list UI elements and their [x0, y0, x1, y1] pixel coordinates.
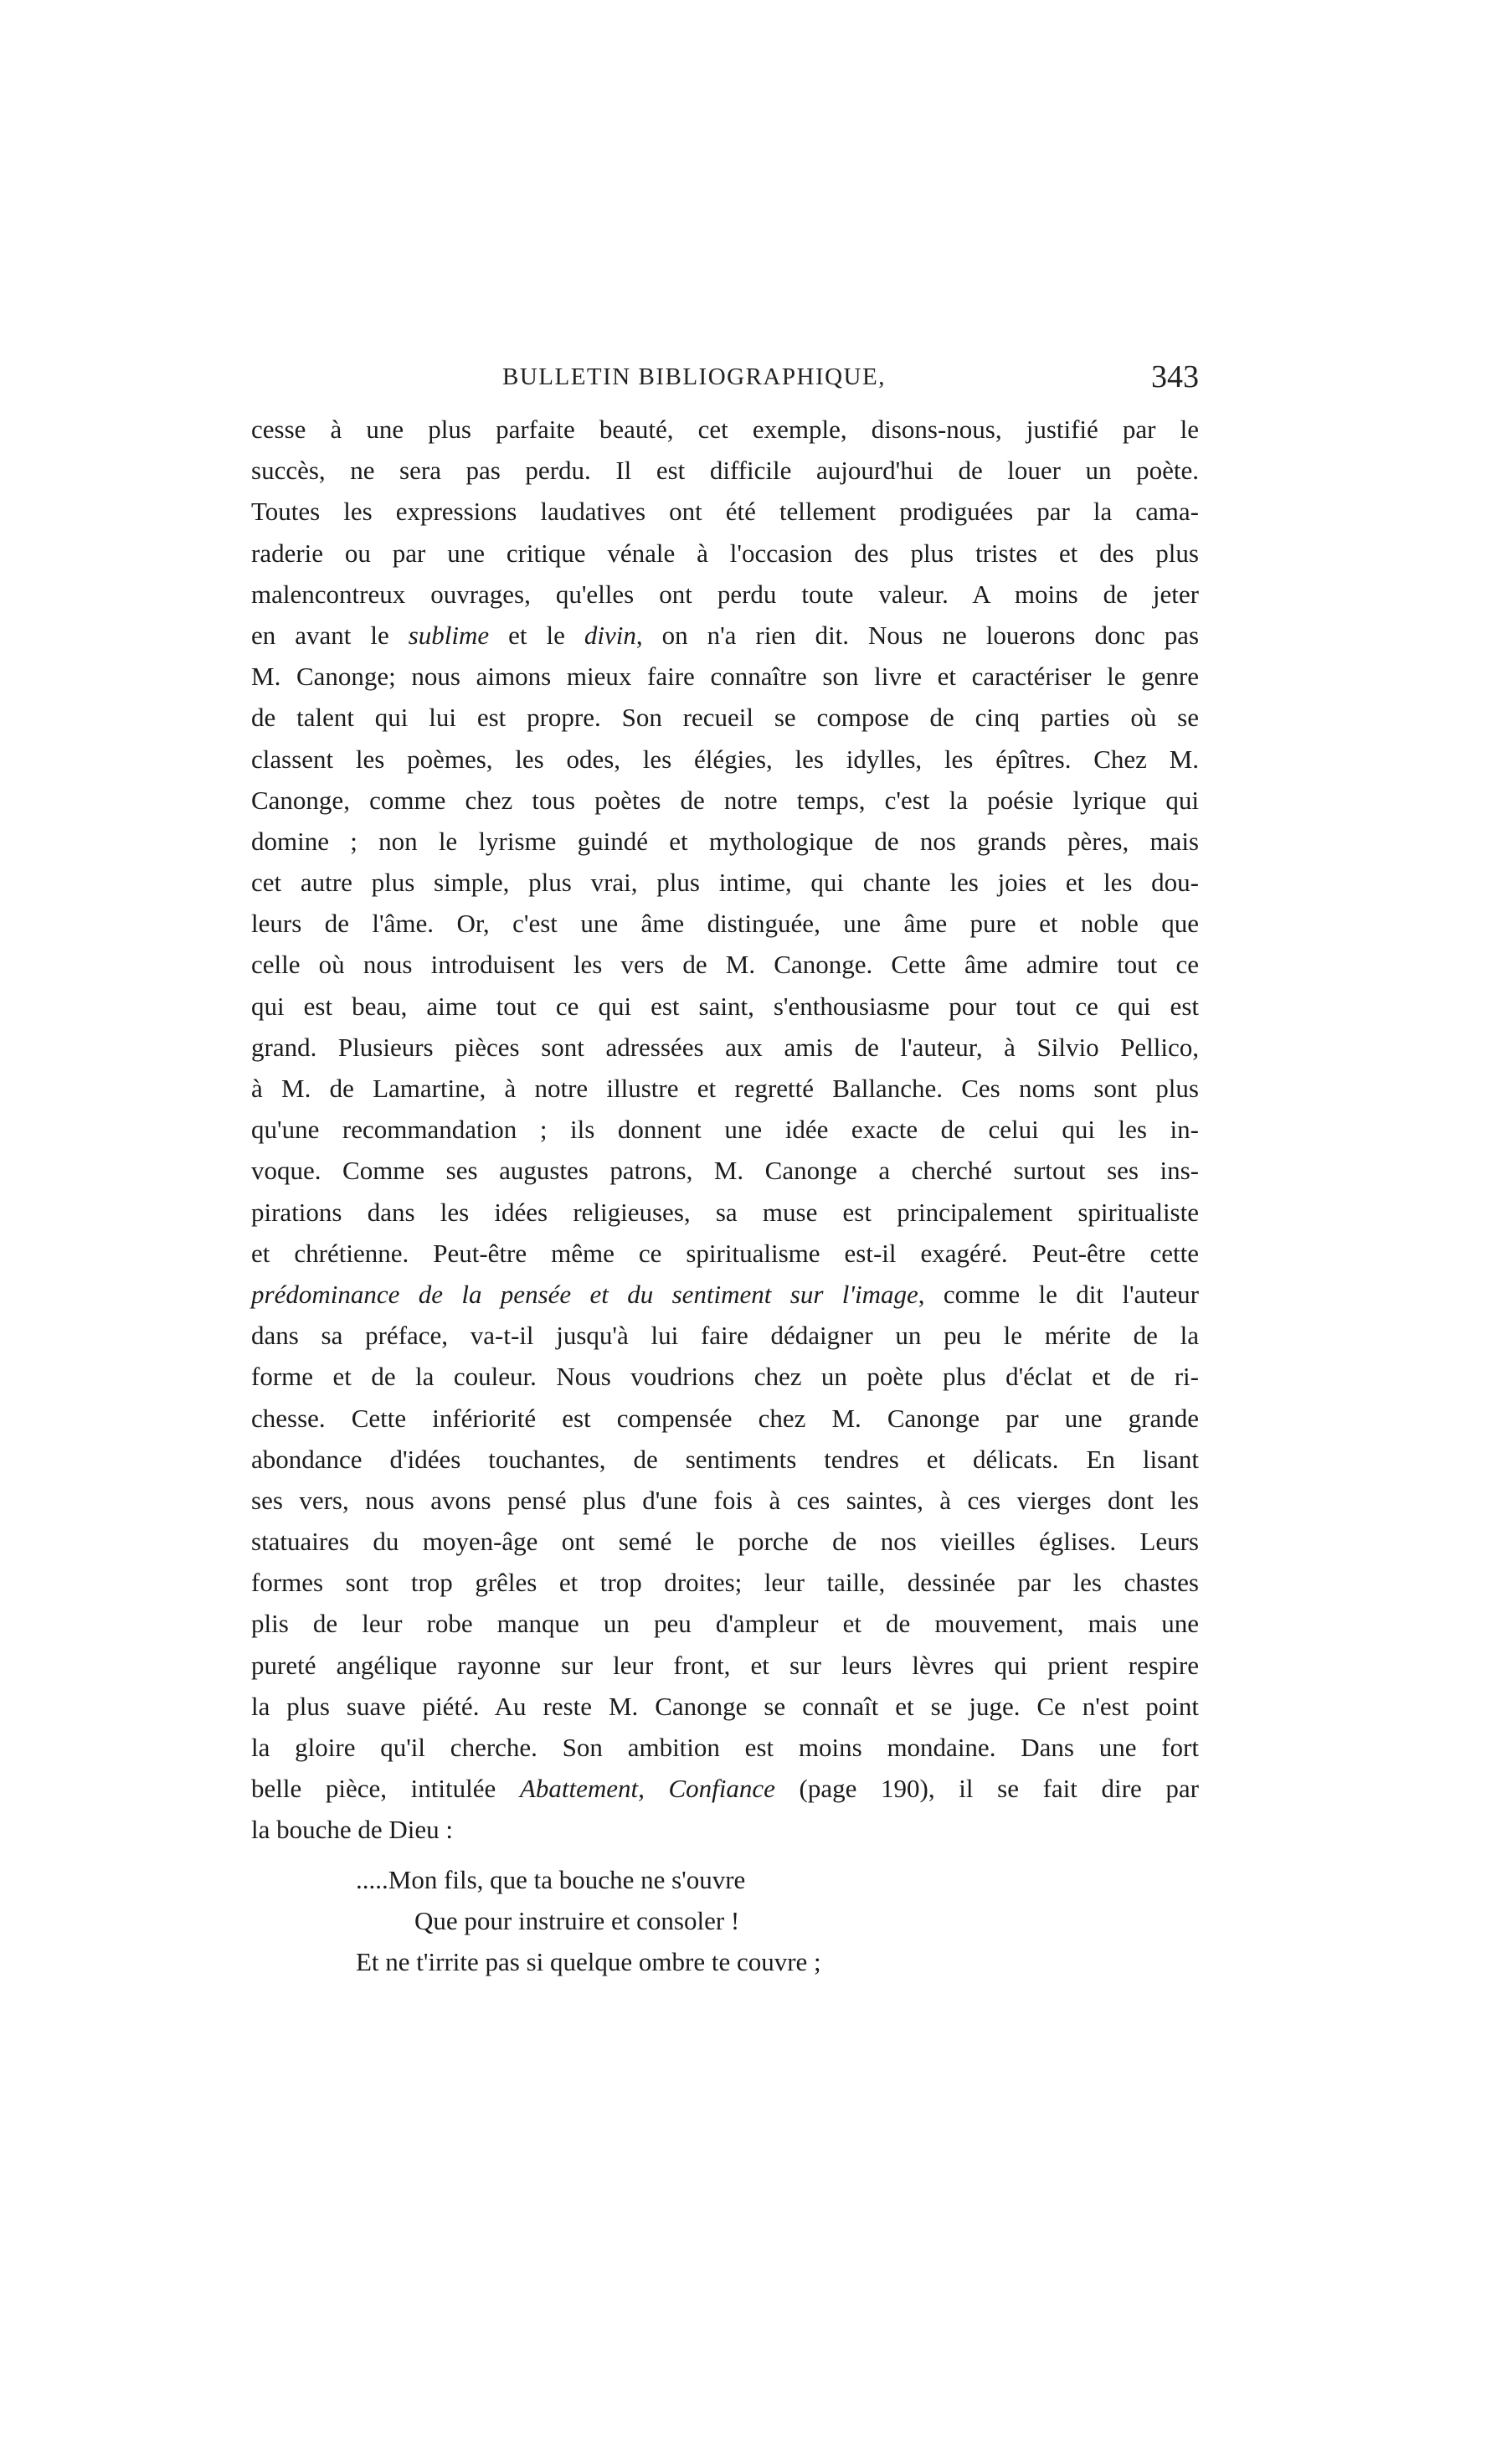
- text-line: leurs de l'âme. Or, c'est une âme distinguée, une âme pure et noble que: [251, 909, 1199, 939]
- text-run: belle pièce, intitulée: [251, 1774, 520, 1804]
- text-line: la plus suave piété. Au reste M. Canonge se connaît et se juge. Ce n'est point: [251, 1691, 1199, 1721]
- running-title: BULLETIN BIBLIOGRAPHIQUE,: [502, 363, 886, 390]
- text-run: en avant le: [251, 620, 409, 650]
- text-line: raderie ou par une critique vénale à l'occasion des plus tristes et des plus: [251, 538, 1199, 568]
- text-line: [251, 1274, 1199, 1315]
- text-line: Toutes les expressions laudatives ont été tellement prodiguées par la cama-: [251, 497, 1199, 527]
- text-line: succès, ne sera pas perdu. Il est difficile aujourd'hui de louer un poète.: [251, 456, 1199, 486]
- text-line: Canonge, comme chez tous poètes de notre temps, c'est la poésie lyrique qui: [251, 785, 1199, 815]
- text-line: formes sont trop grêles et trop droites; leur taille, dessinée par les chastes: [251, 1568, 1199, 1598]
- text-run: , comme le dit l'auteur: [918, 1279, 1199, 1309]
- text-line: qui est beau, aime tout ce qui est saint, s'enthousiasme pour tout ce qui est: [251, 991, 1199, 1021]
- text-line: ses vers, nous avons pensé plus d'une fois à ces saintes, à ces vierges dont les: [251, 1485, 1199, 1515]
- verse-line: .....Mon fils, que ta bouche ne s'ouvre: [356, 1865, 746, 1894]
- text-line: [251, 615, 1199, 656]
- text-line: pureté angélique rayonne sur leur front, et sur leurs lèvres qui prient respire: [251, 1650, 1199, 1680]
- text-line: malencontreux ouvrages, qu'elles ont perdu toute valeur. A moins de jeter: [251, 579, 1199, 609]
- verse-line: Que pour instruire et consoler !: [414, 1906, 740, 1935]
- text-line: chesse. Cette infériorité est compensée chez M. Canonge par une grande: [251, 1403, 1199, 1433]
- italic-run: divin: [584, 620, 636, 650]
- text-line: domine ; non le lyrisme guindé et mythologique de nos grands pères, mais: [251, 826, 1199, 856]
- text-line: cet autre plus simple, plus vrai, plus intime, qui chante les joies et les dou-: [251, 868, 1199, 898]
- text-line: classent les poèmes, les odes, les élégies, les idylles, les épîtres. Chez M.: [251, 744, 1199, 774]
- text-line: forme et de la couleur. Nous voudrions chez un poète plus d'éclat et de ri-: [251, 1362, 1199, 1392]
- italic-run: prédominance de la pensée et du sentiment sur l'image: [251, 1279, 918, 1309]
- text-line: et chrétienne. Peut-être même ce spiritualisme est-il exagéré. Peut-être cette: [251, 1238, 1199, 1268]
- italic-run: sublime: [408, 620, 490, 650]
- text-line: plis de leur robe manque un peu d'ampleur et de mouvement, mais une: [251, 1609, 1199, 1639]
- text-line: voque. Comme ses augustes patrons, M. Canonge a cherché surtout ses ins-: [251, 1156, 1199, 1186]
- text-line: pirations dans les idées religieuses, sa muse est principalement spiritualiste: [251, 1197, 1199, 1227]
- text-line: cesse à une plus parfaite beauté, cet exemple, disons-nous, justifié par le: [251, 415, 1199, 444]
- text-line: M. Canonge; nous aimons mieux faire connaître son livre et caractériser le genre: [251, 662, 1199, 692]
- page-number: 343: [1151, 359, 1199, 394]
- text-line: à M. de Lamartine, à notre illustre et regretté Ballanche. Ces noms sont plus: [251, 1074, 1199, 1103]
- body-paragraph: [251, 409, 1199, 1851]
- text-line: dans sa préface, va-t-il jusqu'à lui faire dédaigner un peu le mérite de la: [251, 1321, 1199, 1351]
- text-run: (page 190), il se fait dire par: [774, 1774, 1199, 1804]
- verse-quotation: [251, 1859, 1199, 1982]
- text-run: et le: [489, 620, 584, 650]
- text-line: la bouche de Dieu :: [251, 1815, 454, 1845]
- text-line: de talent qui lui est propre. Son recueil se compose de cinq parties où se: [251, 703, 1199, 733]
- text-run: , on n'a rien dit. Nous ne louerons donc pas: [635, 620, 1200, 650]
- text-line: [251, 1768, 1199, 1809]
- running-header: [251, 359, 1199, 400]
- text-line: abondance d'idées touchantes, de sentiments tendres et délicats. En lisant: [251, 1444, 1199, 1474]
- text-line: statuaires du moyen-âge ont semé le porche de nos vieilles églises. Leurs: [251, 1527, 1199, 1557]
- text-line: grand. Plusieurs pièces sont adressées aux amis de l'auteur, à Silvio Pellico,: [251, 1032, 1199, 1062]
- italic-run: Abattement, Confiance: [519, 1774, 775, 1804]
- text-line: celle où nous introduisent les vers de M. Canonge. Cette âme admire tout ce: [251, 950, 1199, 980]
- text-line: la gloire qu'il cherche. Son ambition est moins mondaine. Dans une fort: [251, 1733, 1199, 1762]
- verse-line: Et ne t'irrite pas si quelque ombre te couvre ;: [356, 1947, 821, 1976]
- text-line: qu'une recommandation ; ils donnent une idée exacte de celui qui les in-: [251, 1115, 1199, 1145]
